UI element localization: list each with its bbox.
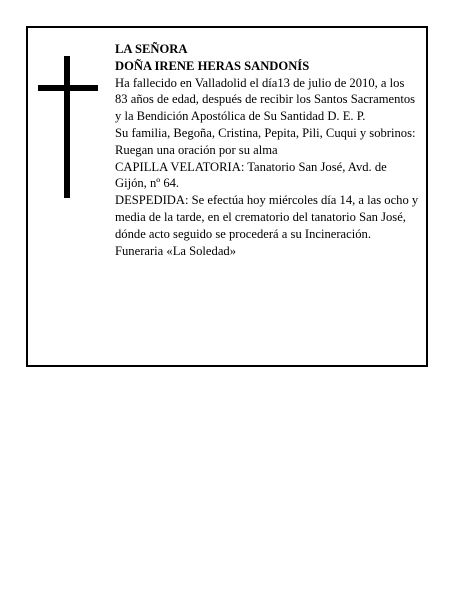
notice-text (115, 41, 420, 259)
farewell-info: DESPEDIDA: Se efectúa hoy miércoles día 14, a las ocho y media de la tarde, en el crematorio del tanatorio San José, dónde acto seguido se procederá a su Incineración. (115, 193, 419, 241)
deceased-name: DOÑA IRENE HERAS SANDONÍS (115, 58, 310, 73)
prayer-request: Ruegan una oración por su alma (115, 142, 278, 157)
obituary-notice (26, 26, 428, 367)
notice-title-line1: LA SEÑORA (115, 42, 188, 56)
funeral-home: Funeraria «La Soledad» (115, 243, 236, 258)
family-line: Su familia, Begoña, Cristina, Pepita, Pili, Cuqui y sobrinos: (115, 125, 416, 140)
death-announcement: Ha fallecido en Valladolid el día13 de julio de 2010, a los 83 años de edad, después de recibir los Santos Sacramentos y la Bendición Apostólica de Su Santidad D. E. P. (115, 75, 416, 124)
chapel-info: CAPILLA VELATORIA: Tanatorio San José, Avd. de Gijón, nº 64. (115, 159, 387, 191)
cross-horizontal-bar (38, 85, 98, 91)
cross-vertical-bar (64, 56, 70, 198)
cross-icon (38, 56, 98, 198)
